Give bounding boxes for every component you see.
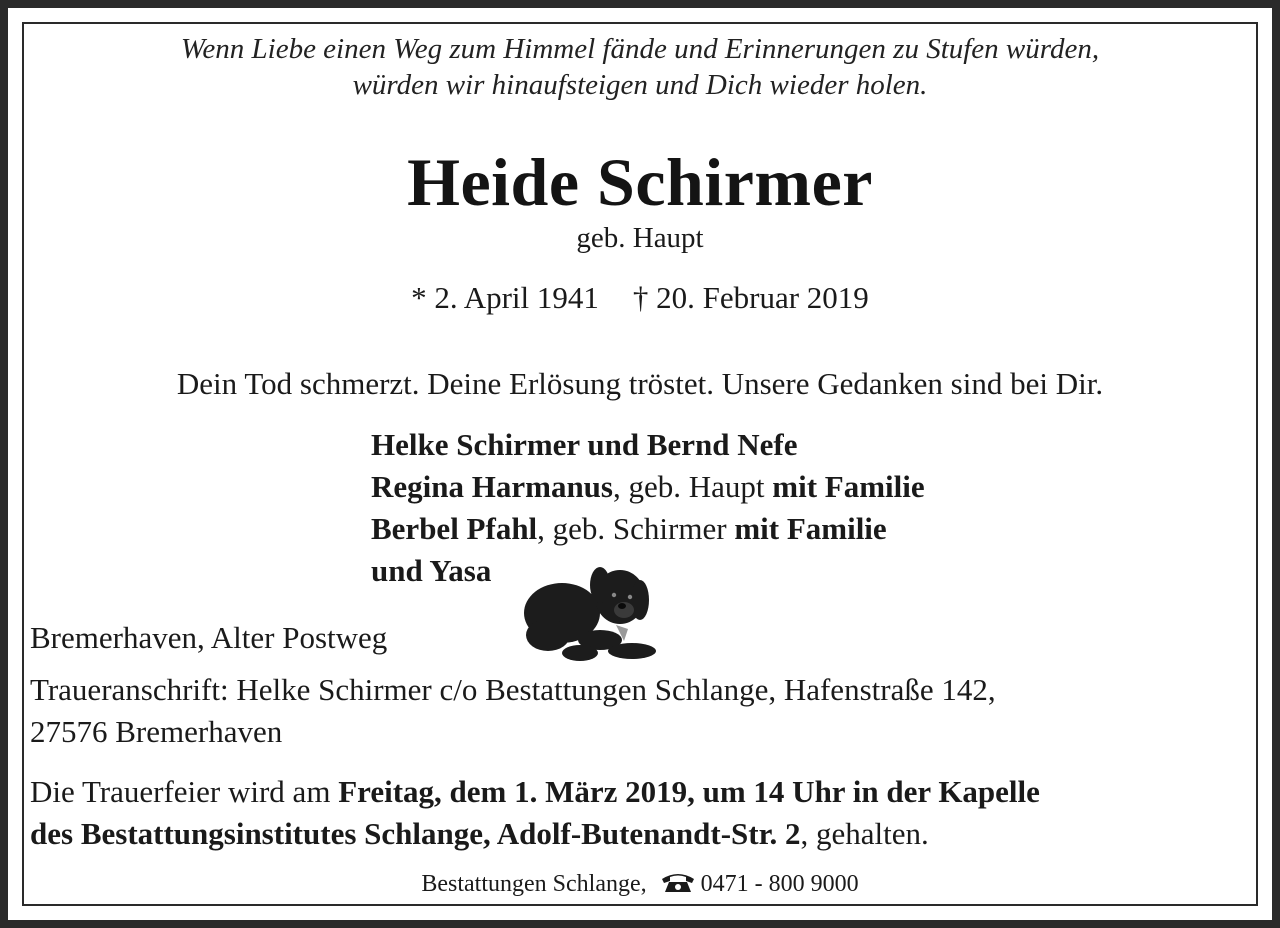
- address-line-1: Traueranschrift: Helke Schirmer c/o Bestattungen Schlange, Hafenstraße 142,: [30, 672, 996, 707]
- funeral-home-footer: [0, 870, 1280, 901]
- phone-number: 0471 - 800 9000: [700, 871, 859, 898]
- birth-date: * 2. April 1941: [411, 280, 599, 315]
- mourner-line: [371, 466, 925, 508]
- ceremony-date-time: Freitag, dem 1. März 2019, um 14 Uhr in der Kapelle: [338, 774, 1040, 809]
- funeral-home-name: Bestattungen Schlange,: [421, 871, 647, 898]
- maiden-name: geb. Haupt: [576, 222, 704, 254]
- ceremony-outro: , gehalten.: [800, 816, 929, 851]
- ceremony-line-2: [30, 813, 1040, 855]
- life-dates: [0, 280, 1280, 316]
- address-line-2: 27576 Bremerhaven: [30, 714, 283, 749]
- mourner-name: Helke Schirmer und Bernd Nefe: [371, 427, 798, 462]
- mourner-name: Regina Harmanus: [371, 469, 613, 504]
- ceremony-intro: Die Trauerfeier wird am: [30, 774, 339, 809]
- mourning-address: [30, 669, 996, 753]
- ceremony-venue: des Bestattungsinstitutes Schlange, Adolf-Butenandt-Str. 2: [30, 816, 801, 851]
- telephone-icon: [659, 870, 697, 901]
- mourner-maiden: , geb. Haupt: [613, 469, 773, 504]
- poem-line-1: Wenn Liebe einen Weg zum Himmel fände und Erinnerungen zu Stufen würden,: [180, 33, 1100, 65]
- mourner-maiden: , geb. Schirmer: [537, 511, 735, 546]
- deceased-name: Heide Schirmer: [407, 144, 873, 220]
- dog-photo: [520, 555, 660, 670]
- quote: Dein Tod schmerzt. Deine Erlösung tröstet. Unsere Gedanken sind bei Dir.: [176, 366, 1104, 401]
- poem-line-2: würden wir hinaufsteigen und Dich wieder holen.: [352, 69, 928, 101]
- location: Bremerhaven, Alter Postweg: [30, 620, 388, 655]
- death-date: † 20. Februar 2019: [632, 280, 869, 315]
- mourner-line: [371, 424, 925, 466]
- mourner-line: [371, 508, 925, 550]
- ceremony-info: [30, 771, 1040, 855]
- mourner-name: Berbel Pfahl: [371, 511, 538, 546]
- mourner-family: mit Familie: [734, 511, 887, 546]
- mourner-name: und Yasa: [371, 553, 492, 588]
- ceremony-line-1: [30, 771, 1040, 813]
- mourner-family: mit Familie: [772, 469, 925, 504]
